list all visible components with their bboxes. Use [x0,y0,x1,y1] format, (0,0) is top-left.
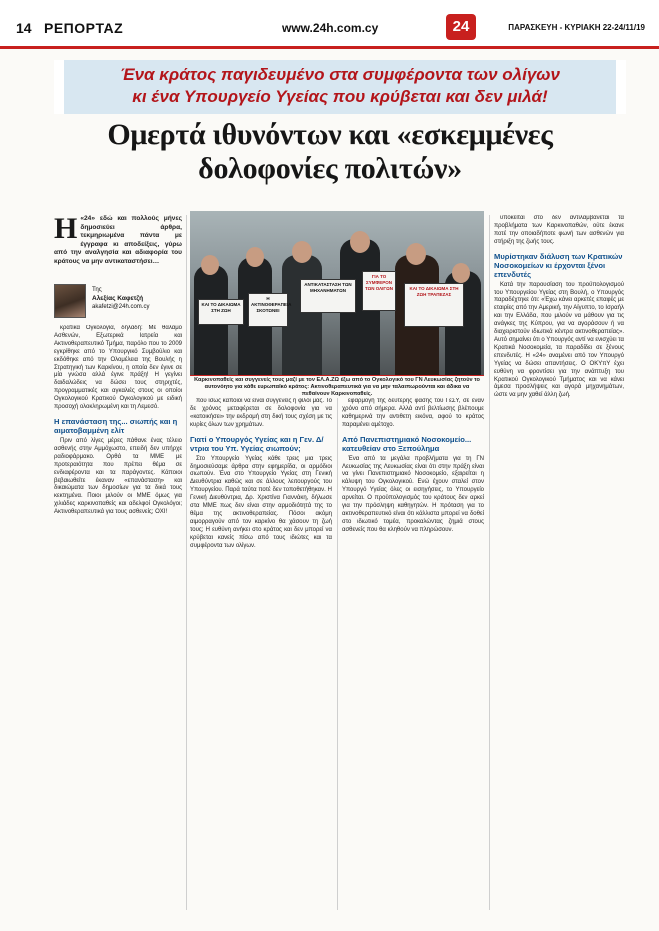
col4-subheading: Μυρίστηκαν διάλυση των Κρατικών Νοσοκομείων κι έρχονται ξένοι επενδυτές [494,251,623,279]
kicker-box [54,60,626,114]
col2-paragraph-2: Στο Υπουργείο Υγείας κάθε τρεις μια τρεις δημοσιεύσαμε άρθρα στην εφημερίδα, οι αρμόδιοι σιωπούν. Ένα στο Υπουργείο Υγείας στη Γενική Διευθύντρια καθώς και σε άλλους λειτουργούς του Υπουργείου. Παρά ταύτα ποτέ δεν τοποθετήθηκαν. Η Γενική Διευθύντρια, Δρ. Χριστίνα Γιαννάκη, δήλωσε στα ΜΜΕ πως δεν είναι στην αρμοδιότητά της το θέμα της ακτινοθεραπείας. Πόσοι ακόμη αιμορραγούν από τον καρκίνο θα χάσουν τη ζωή τους; Η ευθύνη ανήκει στο κράτος και δεν μπορεί να κρύβεται κανείς πίσω από τους ιδιώτες και τα συμφέροντα των ολίγων. [190,455,332,549]
photo-caption: Καρκινοπαθείς και συγγενείς τους μαζί με τον ΕΛ.Α.ΖΩ έξω από το Ογκολογικό του ΓΝ Λευκωσίας ζητούν το αυτονόητο για κάθε ευρωπαϊκό κράτος: Ακτινοθεραπευτικά για να μην ταλαιπωρούνται και άδικα να πεθαίνουν Καρκινοπαθείς. [194,377,480,397]
column-1 [54,325,182,910]
kicker-line-1: Ένα κράτος παγιδευμένο στα συμφέροντα των ολίγων [120,65,560,84]
column-2 [190,398,332,910]
section-name: ΡΕΠΟΡΤΑΖ [44,20,124,36]
col3-subheading: Από Πανεπιστημιακό Νοσοκομείο... κατευθείαν στο Ξεπούλημα [342,434,472,453]
protest-sign: ΑΝΤΙΚΑΤΑΣΤΑΣΗ ΤΩΝ ΜΗΧΑΝΗΜΑΤΩΝ [300,279,356,313]
author-avatar [54,284,86,318]
col3-paragraph: εφαρμογή της δεύτερης φάσης του ΓεΣΥ, σε έναν χρόνο από σήμερα. Αλλά αντί βελτίωσης βλέπουμε καθημερινά την αντιθετη εικόνα, αφού το κράτος παραμένει αμέτοχο. [342,398,484,428]
column-rule [489,215,490,910]
author-byline [54,284,184,320]
person-figure [282,255,322,375]
col4-paragraph: υποκείται στο δεν αντιλαμβάνεται τα προβλήματα των Καρκινοπαθών, ούτε έκανε ποτέ την οποιαδήποτε φωνή των ασθενών για στήριξη της ζωής τους. [494,215,624,245]
protest-photo [190,211,484,375]
col3-paragraph-2: Ένα από τα μεγάλα προβλήματα για τη ΓΝ Λευκωσίας της Λευκωσίας είναι ότι στην πράξη είναι να γίνει Πανεπιστημιακό Νοσοκομείο, εξαιρείται η κάλυψη του Ογκολογικού. Ενώ έχουν σταλεί στον Υπουργό Υγείας όλες οι εισηγήσεις, το Υπουργείο αρνείται. Ο προϋπολογισμός του κράτους δεν αρκεί για την πρόσληψη καθηγητών. Η πρόταση για το ακτινοθεραπευτικό είναι ότι κάλλιστα μπορεί να δοθεί στο ιδιωτικό τομέα, προκαλώντας ζημιά στους ασθενείς που θα κληθούν να πληρώσουν. [342,455,484,533]
drop-cap: Η [54,212,78,245]
col1-paragraph-2: Πριν από λίγες μέρες πάθανε ένας τέλειο ασθενής στην Αμμόχωστο, επειδή δεν υπήρχε ραδιοφάρμακο. Ορθά τα ΜΜΕ με προτεραιότητα που πρέπει θέμα σε ενδιαφέροντα και τα παράγοντες. Κάποιοι βεβαιωθείτε έκαναν «επανάσταση» και δικαιώματα των δημοσίων για τα δικά τους κεκτημένα. Ποιοι μιλούν οι ΜΜΕ όμως για χιλιάδες καρκινοπαθείς και αδελφοί Ογκολόγοι; Ακτινοθεραπευτικά για τους ασθενείς; ΟΧΙ! [54,437,182,516]
person-head [246,247,264,267]
logo-24h: 24 [446,14,476,40]
caption-divider [190,375,484,376]
person-head [350,231,370,253]
protest-sign: ΚΑΙ ΤΟ ΔΙΚΑΙΩΜΑ ΣΤΗ ΖΩΗ [198,299,244,325]
lead-paragraph [54,212,182,267]
col2-paragraph: που ίσως κάποιοι να είναι συγγενείς ή φίλοι μας. Το δε χρόνος μεταφέρεται σε δολοφονία για να «κατοικήσει» την εκδρομή στη δική τους σχέση με τις κυρίες όλων των χρημάτων. [190,398,332,428]
page-header [0,0,659,46]
issue-date: ΠΑΡΑΣΚΕΥΗ - ΚΥΡΙΑΚΗ 22-24/11/19 [508,23,645,32]
protest-sign: ΚΑΙ ΤΟ ΔΙΚΑΙΩΜΑ ΣΤΗ ΖΩΗ ΤΡΑΠΕΖΑΣ [404,283,464,327]
author-name: Αλεξίας Καφετζή [92,295,144,302]
col1-paragraph: κρατικά Ογκολογία, δηλαδή: Με θάλαμο Ασθενών, Εξωτερικά Ιατρεία και Ακτινοθεραπευτικό Τμήμα, παρόλο που το 2009 εγκρίθηκε από το Υπουργικό Συμβούλιο και εκδόθηκε από την Ολομέλεια της Βουλής η Στρατηγική των Καρκίνου, η οποία δεν έγινε σε μία γνώσα αλλά έγινε πράξη! Η γεγίνει δαιδαλώδεις να δώσει τους στηριχτές, προγραμματικές και αγκαλιές στους οι οποίοι Ογκολογικού Κρατικού Ογκολογικού με ειδική προσοχή ολοκληρωμένη και τη Λεμεσό. [54,325,182,411]
person-head [292,241,312,263]
byline-prefix: Της [92,286,102,293]
protest-sign: ΓΙΑ ΤΟ ΣΥΜΦΕΡΟΝ ΤΩΝ ΟΛΙΓΩΝ [362,271,396,311]
person-head [201,255,219,275]
col1-subheading: Η επανάσταση της... σιωπής και η αιματοβαμμένη ελίτ [54,416,178,435]
col2-subheading: Γιατί ο Υπουργός Υγείας και η Γεν. Δ/ντρια του Υπ. Υγείας σιωπούν; [190,434,324,453]
protest-sign: Η ΑΚΤΙΝΟΘΕΡΑΠΕΙΑ ΣΚΟΤΩΝΕΙ [248,293,288,327]
headline-line-2: δολοφονίες πολιτών» [198,152,462,185]
column-4 [494,215,624,910]
column-rule [337,398,338,910]
column-rule [186,215,187,910]
headline [44,118,616,186]
headline-line-1: Ομερτά ιθυνόντων και «εσκεμμένες [107,118,553,151]
person-head [452,263,470,283]
kicker-line-2: κι ένα Υπουργείο Υγείας που κρύβεται και δεν μιλά! [132,87,548,106]
person-head [406,243,426,265]
site-url[interactable]: www.24h.com.cy [282,21,379,35]
col4-paragraph-2: Κατά την παρουσίαση του προϋπολογισμού του Υπουργείου Υγείας στη Βουλή, ο Υπουργός παραδέχτηκε ότι: «Έχω κάνει αρκετές επαφές με εταιρίες από την Αμερική, την Αίγυπτο, το Ισραήλ και την Ελλάδα, που μιλούν να μάθουν για τις ανάγκες της Κύπρου, για να αγοράσουν ή να διαχειριστούν ιδιωτικά κέντρα ακτινοθεραπείας». Αυτό σημαίνει ότι ο Υπουργός αντί να ενισχύει τα Κρατικά Νοσοκομεία, τα παραδίδει σε ξένους επενδυτές. Η «24» αναμένει από τον Υπουργό Υγείας να δώσει απαντήσεις. Ο ΟΚΥπΥ έχει ευθύνη να φροντίσει για την ανάπτυξη του Κρατικού Ογκολογικού Τμήματος και να κάνει άμεσα προσλήψεις και αγορά μηχανημάτων, ώστε να μην χαθεί άλλη ζωή. [494,281,624,399]
author-email[interactable]: akafetzi@24h.com.cy [92,304,150,310]
lead-text: «24» εδώ και πολλούς μήνες δημοσιεύει άρθρα, τεκμηριωμένα πάντα με έγγραφα κι αποδείξεις, γύρω από την αναλγησία και αδιαφορία του κράτους να μην αντικαταστήσει… [54,215,182,265]
column-3 [342,398,484,910]
page-number: 14 [16,20,32,36]
header-divider [0,46,659,49]
